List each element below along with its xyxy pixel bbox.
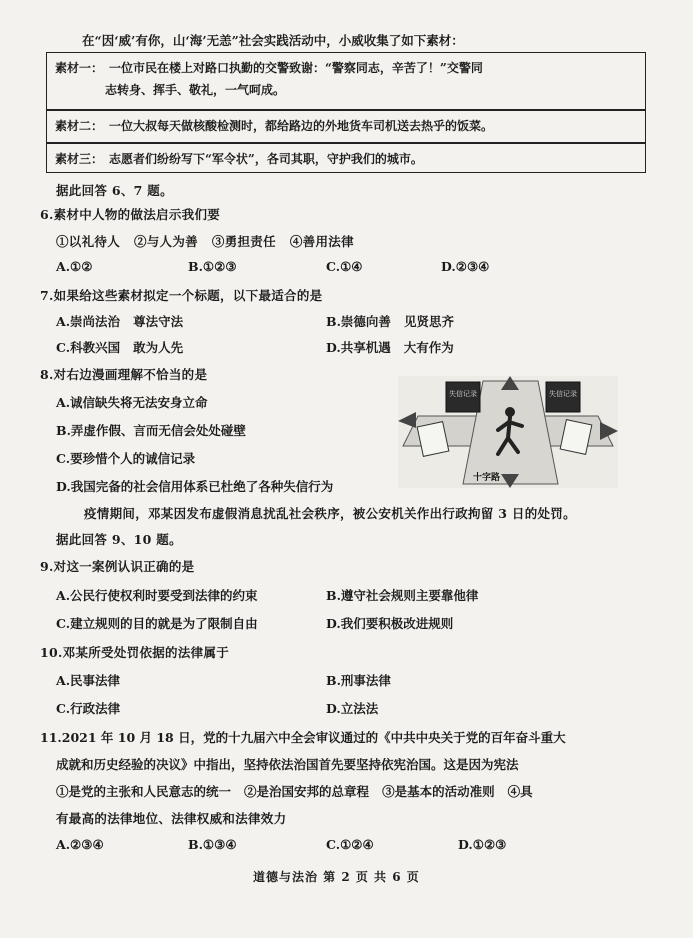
q9-option-a[interactable]: A.公民行使权利时要受到法律的约束 bbox=[56, 588, 258, 603]
question-11-line: 成就和历史经验的决议》中指出，坚持依法治国首先要坚持依宪治国。这是因为宪法 bbox=[56, 757, 519, 772]
q7-option-b[interactable]: B.崇德向善 见贤思齐 bbox=[326, 314, 454, 329]
question-11-line: 11.2021 年 10 月 18 日，党的十九届六中全会审议通过的《中共中央关于党的百年奋斗重大 bbox=[40, 730, 566, 745]
material-box-2 bbox=[46, 110, 646, 143]
q8-option-a[interactable]: A.诚信缺失将无法安身立命 bbox=[56, 395, 208, 410]
q7-option-a[interactable]: A.崇尚法治 尊法守法 bbox=[56, 314, 184, 329]
material-label: 素材一： bbox=[55, 61, 104, 75]
material-text: 一位大叔每天做核酸检测时，都给路边的外地货车司机送去热乎的饭菜。 bbox=[109, 119, 494, 133]
q11-option-b[interactable]: B.①③④ bbox=[188, 837, 237, 852]
material-label: 素材二： bbox=[55, 119, 104, 133]
question-9-stem: 9.对这一案例认识正确的是 bbox=[40, 559, 195, 574]
material-box-1 bbox=[46, 52, 646, 110]
q6-option-d[interactable]: D.②③④ bbox=[441, 259, 490, 274]
material-text: 一位市民在楼上对路口执勤的交警致谢：“警察同志，辛苦了！”交警同 bbox=[109, 61, 483, 75]
q9-option-b[interactable]: B.遵守社会规则主要靠他律 bbox=[326, 588, 479, 603]
question-10-stem: 10.邓某所受处罚依据的法律属于 bbox=[40, 645, 230, 660]
q10-option-d[interactable]: D.立法法 bbox=[326, 701, 379, 716]
question-7-stem: 7.如果给这些素材拟定一个标题，以下最适合的是 bbox=[40, 288, 323, 303]
page-footer: 道德与法治 第 2 页 共 6 页 bbox=[253, 870, 420, 884]
intro-text: 在“因‘威’有你，山‘海’无恙”社会实践活动中，小威收集了如下素材： bbox=[82, 33, 464, 48]
question-11-items: ①是党的主张和人民意志的统一 ②是治国安邦的总章程 ③是基本的活动准则 ④具 bbox=[56, 784, 533, 799]
q11-option-c[interactable]: C.①②④ bbox=[326, 837, 374, 852]
material-label: 素材三： bbox=[55, 152, 104, 166]
q7-option-d[interactable]: D.共享机遇 大有作为 bbox=[326, 340, 454, 355]
question-6-items: ①以礼待人 ②与人为善 ③勇担责任 ④善用法律 bbox=[56, 234, 354, 249]
crossroad-cartoon bbox=[398, 376, 618, 488]
q10-option-c[interactable]: C.行政法律 bbox=[56, 701, 121, 716]
q8-option-b[interactable]: B.弄虚作假、言而无信会处处碰壁 bbox=[56, 423, 246, 438]
cartoon-caption: 十字路 bbox=[473, 473, 501, 483]
q6-option-c[interactable]: C.①④ bbox=[326, 259, 363, 274]
sign-left-text: 失信记录 bbox=[449, 390, 477, 398]
barrier-left bbox=[417, 422, 449, 457]
sign-right-text: 失信记录 bbox=[549, 390, 577, 398]
q11-option-d[interactable]: D.①②③ bbox=[458, 837, 507, 852]
case-text: 疫情期间，邓某因发布虚假消息扰乱社会秩序，被公安机关作出行政拘留 3 日的处罚。 bbox=[84, 506, 576, 521]
answer-prompt: 据此回答 6、7 题。 bbox=[56, 183, 173, 198]
q9-option-c[interactable]: C.建立规则的目的就是为了限制自由 bbox=[56, 616, 258, 631]
q8-option-c[interactable]: C.要珍惜个人的诚信记录 bbox=[56, 451, 196, 466]
question-8-stem: 8.对右边漫画理解不恰当的是 bbox=[40, 367, 208, 382]
q8-option-d[interactable]: D.我国完备的社会信用体系已杜绝了各种失信行为 bbox=[56, 479, 334, 494]
q6-option-a[interactable]: A.①② bbox=[56, 259, 93, 274]
q11-option-a[interactable]: A.②③④ bbox=[56, 837, 104, 852]
q10-option-b[interactable]: B.刑事法律 bbox=[326, 673, 391, 688]
material-text-cont: 志转身、挥手、敬礼，一气呵成。 bbox=[105, 83, 286, 97]
material-text: 志愿者们纷纷写下“军令状”，各司其职，守护我们的城市。 bbox=[109, 152, 423, 166]
q10-option-a[interactable]: A.民事法律 bbox=[56, 673, 121, 688]
question-11-line: 有最高的法律地位、法律权威和法律效力 bbox=[56, 811, 287, 826]
question-6-stem: 6.素材中人物的做法启示我们要 bbox=[40, 207, 221, 222]
barrier-right bbox=[560, 420, 592, 455]
q7-option-c[interactable]: C.科教兴国 敢为人先 bbox=[56, 340, 184, 355]
answer-prompt: 据此回答 9、10 题。 bbox=[56, 532, 182, 547]
q9-option-d[interactable]: D.我们要积极改进规则 bbox=[326, 616, 454, 631]
q6-option-b[interactable]: B.①②③ bbox=[188, 259, 237, 274]
material-box-3 bbox=[46, 143, 646, 173]
